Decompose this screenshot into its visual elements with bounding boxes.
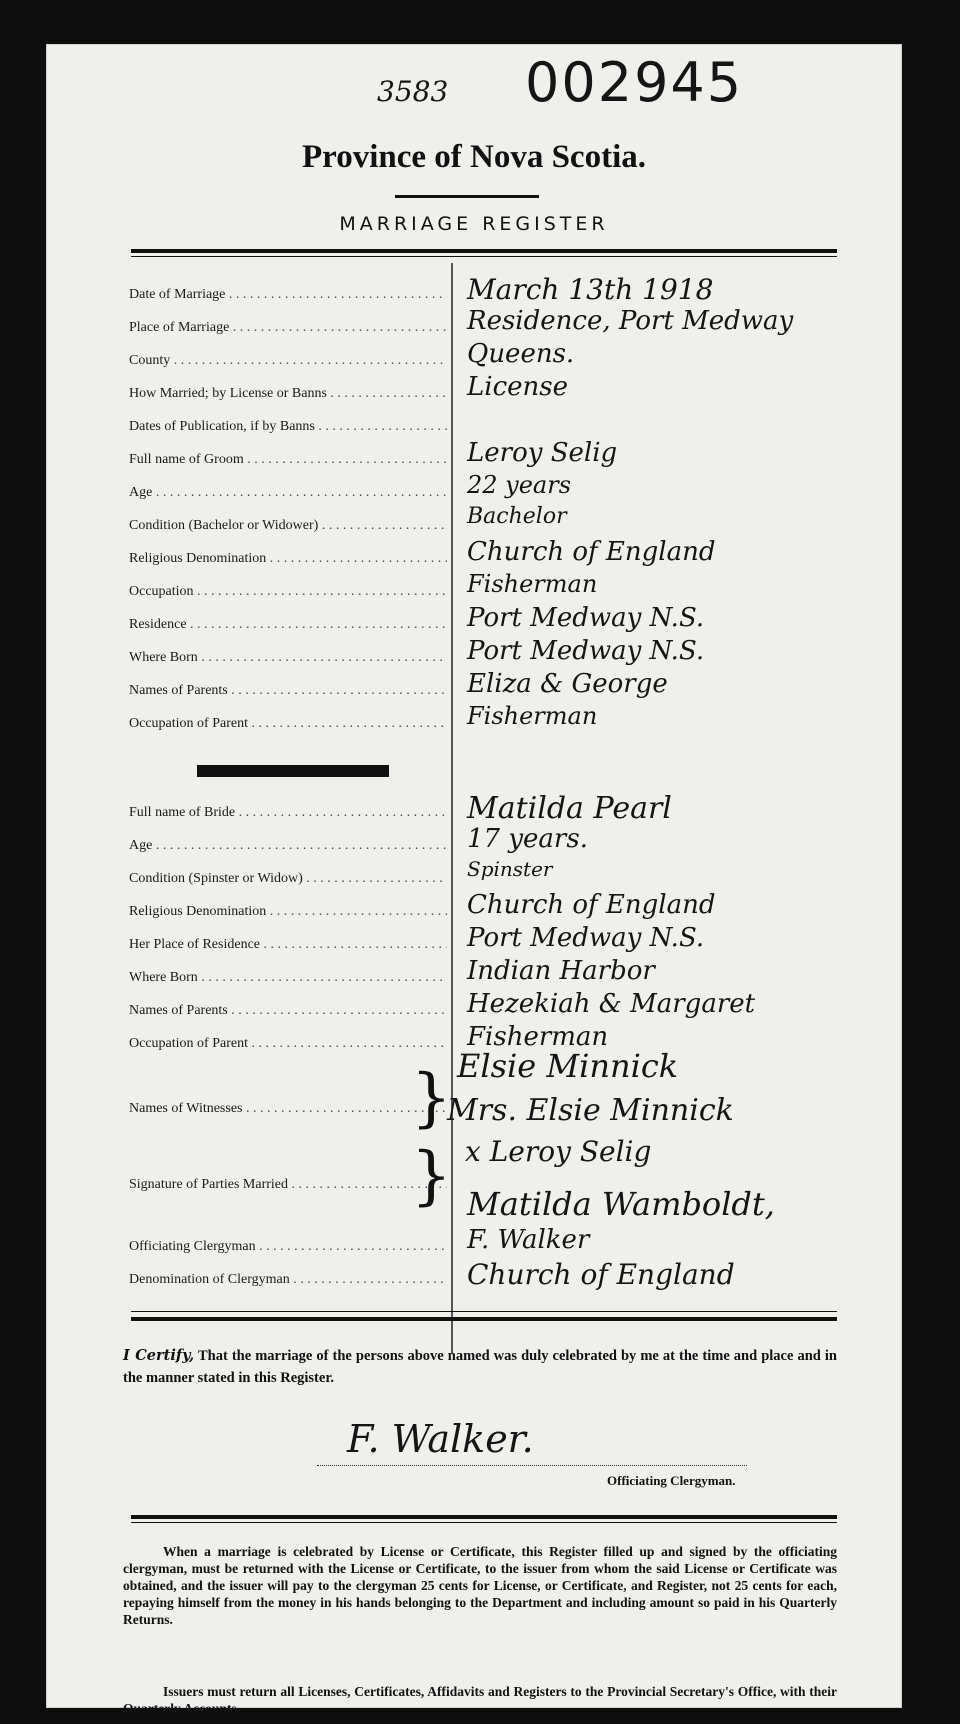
field-label: Religious Denomination . . . [129,551,447,567]
party-bride-signature: Matilda Wamboldt, [467,1185,775,1223]
form-subtitle: MARRIAGE REGISTER [339,213,609,235]
field-label: County . . . [129,353,447,369]
field-value-handwritten: F. Walker [467,1225,590,1255]
register-number-small: 3583 [377,75,449,108]
field-value-handwritten: Leroy Selig [467,438,618,468]
certification-statement [123,1345,837,1389]
form-row [129,372,837,412]
field-value-handwritten: Queens. [467,339,575,369]
field-value-handwritten: Fisherman [467,702,598,730]
witness-brace: } [411,1061,452,1135]
field-label: Officiating Clergyman . . . [129,1239,447,1255]
field-value-handwritten: Bachelor [467,504,567,529]
register-form [46,44,902,1716]
field-label: Occupation . . . [129,584,447,600]
field-label: Where Born . . . [129,650,447,666]
field-value-handwritten: Fisherman [467,570,598,598]
signature-line [317,1465,747,1467]
field-label: Age . . . [129,485,447,501]
field-value-handwritten: 22 years [467,471,572,499]
certificate-rule [131,1317,837,1321]
title-divider [395,195,539,198]
field-label: Condition (Spinster or Widow) . . . [129,871,447,887]
field-value-handwritten: Residence, Port Medway [467,306,794,336]
field-value-handwritten: Church of England [467,890,716,920]
header-rule [131,249,837,253]
notice-rule-thin [131,1522,837,1523]
notice-paragraph-issuers: Issuers must return all Licenses, Certificates, Affidavits and Registers to the Provincial Secretary's Office, with their Quarterly Accounts. [123,1684,837,1716]
parties-brace: } [411,1139,452,1213]
field-value-handwritten: Matilda Pearl [467,791,672,826]
field-label: Signature of Parties Married . . . [129,1177,447,1193]
field-label: Names of Witnesses . . . [129,1101,447,1117]
field-label: Where Born . . . [129,970,447,986]
field-label: Names of Parents . . . [129,683,447,699]
field-value-handwritten: March 13th 1918 [467,273,714,306]
field-value-handwritten: Eliza & George [467,669,668,699]
field-value-handwritten: Church of England [467,537,716,567]
field-label: Dates of Publication, if by Banns . . . [129,419,447,435]
signature-title: Officiating Clergyman. [607,1473,736,1488]
field-value-handwritten: Port Medway N.S. [467,636,705,666]
field-value-handwritten: Port Medway N.S. [467,923,705,953]
form-row [129,1258,837,1298]
field-value-handwritten: Port Medway N.S. [467,603,705,633]
field-value-handwritten: License [467,372,569,402]
field-label: Occupation of Parent . . . [129,1036,447,1052]
field-value-handwritten: Indian Harbor [467,956,655,986]
field-value-handwritten: Church of England [467,1258,735,1291]
field-value-handwritten: Spinster [467,857,553,881]
field-value-handwritten: 17 years. [467,824,588,854]
field-label: How Married; by License or Banns . . . [129,386,447,402]
field-label: Full name of Groom . . . [129,452,447,468]
field-value-handwritten: Fisherman [467,1022,609,1052]
field-label: Denomination of Clergyman . . . [129,1272,447,1288]
field-label: Full name of Bride . . . [129,805,447,821]
header-rule-thin [131,256,837,257]
witness-2: Mrs. Elsie Minnick [447,1093,734,1128]
notice-paragraph: When a marriage is celebrated by License or Certificate, this Register filled up and signed by the officiating clergyman, must be returned with the License or Certificate, to the issuer from whom the said License or Certificate was obtained, and the issuer will pay to the clergyman 25 cents for License, or Certificate, and Register, not 25 cents for each, repaying himself from the money in his hands belonging to the Department and including amount so paid in his Quarterly Returns. [123,1544,837,1627]
witness-1: Elsie Minnick [457,1047,679,1085]
field-label: Age . . . [129,838,447,854]
form-row [129,702,837,742]
field-label: Condition (Bachelor or Widower) . . . [129,518,447,534]
page-title: Province of Nova Scotia. [301,139,646,175]
field-label: Place of Marriage . . . [129,320,447,336]
clergyman-signature: F. Walker. [347,1417,534,1461]
field-label: Religious Denomination . . . [129,904,447,920]
certificate-rule-thin [131,1311,837,1312]
field-label: Her Place of Residence . . . [129,937,447,953]
register-number-large: 002945 [525,51,744,114]
field-label: Residence . . . [129,617,447,633]
party-groom-signature: x Leroy Selig [465,1135,652,1168]
field-label: Names of Parents . . . [129,1003,447,1019]
field-value-handwritten: Hezekiah & Margaret [467,989,756,1019]
certification-lead: I Certify, [123,1347,195,1364]
certification-text: That the marriage of the persons above named was duly celebrated by me at the time and place and in the manner stated in this Register. [123,1348,837,1386]
section-separator-bar [197,765,389,777]
field-label: Date of Marriage . . . [129,287,447,303]
notice-rule [131,1515,837,1519]
field-label: Occupation of Parent . . . [129,716,447,732]
